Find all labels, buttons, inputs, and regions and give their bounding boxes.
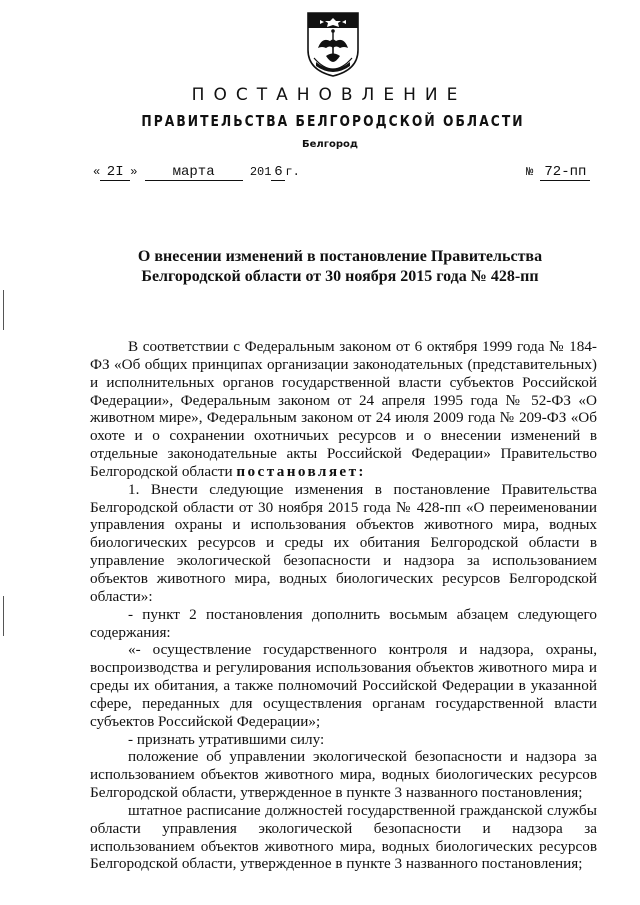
date-year-unit: г. xyxy=(285,165,300,179)
number-prefix: № xyxy=(526,165,534,179)
resolves-keyword: постановляет: xyxy=(236,462,366,480)
city-label: Белгород xyxy=(302,139,358,150)
preamble-paragraph xyxy=(90,338,597,481)
date-year-prefix: 201 xyxy=(249,165,272,179)
clause-paragraph: положение об управлении экологической безопасности и надзора за использованием объектов животного мира, водных биологических ресурсов Белгородской области, утвержденное в пункте 3 названного постановления; xyxy=(90,748,597,802)
document-body xyxy=(90,338,597,873)
date-year-suffix: 6 xyxy=(271,164,285,181)
clause-paragraph: - пункт 2 постановления дополнить восьмым абзацем следующего содержания: xyxy=(90,605,597,641)
clause-paragraph: - признать утратившими силу: xyxy=(128,730,325,748)
document-title xyxy=(90,247,590,287)
date-quote-close: » xyxy=(130,165,138,179)
clause-paragraph: «- осуществление государственного контроля и надзора, охраны, воспроизводства и регулирования использования объектов животного мира и среды их обитания, а также полномочий Российской Федерации в указанной сфере, переданных для осуществления органам государственной власти субъектов Российской Федерации»; xyxy=(90,641,597,730)
date-quote-open: « xyxy=(93,165,101,179)
document-date xyxy=(93,164,300,181)
scan-edge-mark xyxy=(3,596,4,636)
title-line: О внесении изменений в постановление Правительства xyxy=(137,248,543,265)
document-number xyxy=(526,164,590,181)
title-line: Белгородской области от 30 ноября 2015 года № 428-пп xyxy=(141,268,539,285)
clause-paragraph: 1. Внести следующие изменения в постановление Правительства Белгородской области от 30 ноября 2015 года № 428-пп «О переименовании управления охраны и использования объектов животного мира, водных биологических ресурсов и среды их обитания Белгородской области в управление экологической безопасности и надзора за использованием объектов животного мира, водных биологических ресурсов Белгородской области»: xyxy=(90,480,597,605)
preamble-text: В соответствии с Федеральным законом от 6 октября 1999 года № 184-ФЗ «Об общих принципах организации законодательных (представительных) и исполнительных органов государственной власти субъектов Российской Федерации», Федеральным законом от 24 апреля 1995 года № 52-ФЗ «О животном мире», Федеральным законом от 24 июля 2009 года № 209-ФЗ «Об охоте и о сохранении охотничьих ресурсов и о внесении изменений в отдельные законодательные акты Российской Федерации» Правительство Белгородской области xyxy=(90,338,597,480)
clause-paragraph: штатное расписание должностей государственной гражданской службы области управления экологической безопасности и надзора за использованием объектов животного мира, водных биологических ресурсов Белгородской области, утвержденное в пункте 3 названного постановления; xyxy=(90,801,597,873)
number-value: 72-пп xyxy=(540,164,590,181)
date-day: 2I xyxy=(100,164,130,181)
date-month: марта xyxy=(145,164,243,181)
coat-of-arms-icon xyxy=(302,10,364,78)
scan-edge-mark xyxy=(3,290,4,330)
document-type-heading: ПОСТАНОВЛЕНИЕ xyxy=(191,85,467,105)
issuing-authority-heading: ПРАВИТЕЛЬСТВА БЕЛГОРОДСКОЙ ОБЛАСТИ xyxy=(141,112,525,130)
